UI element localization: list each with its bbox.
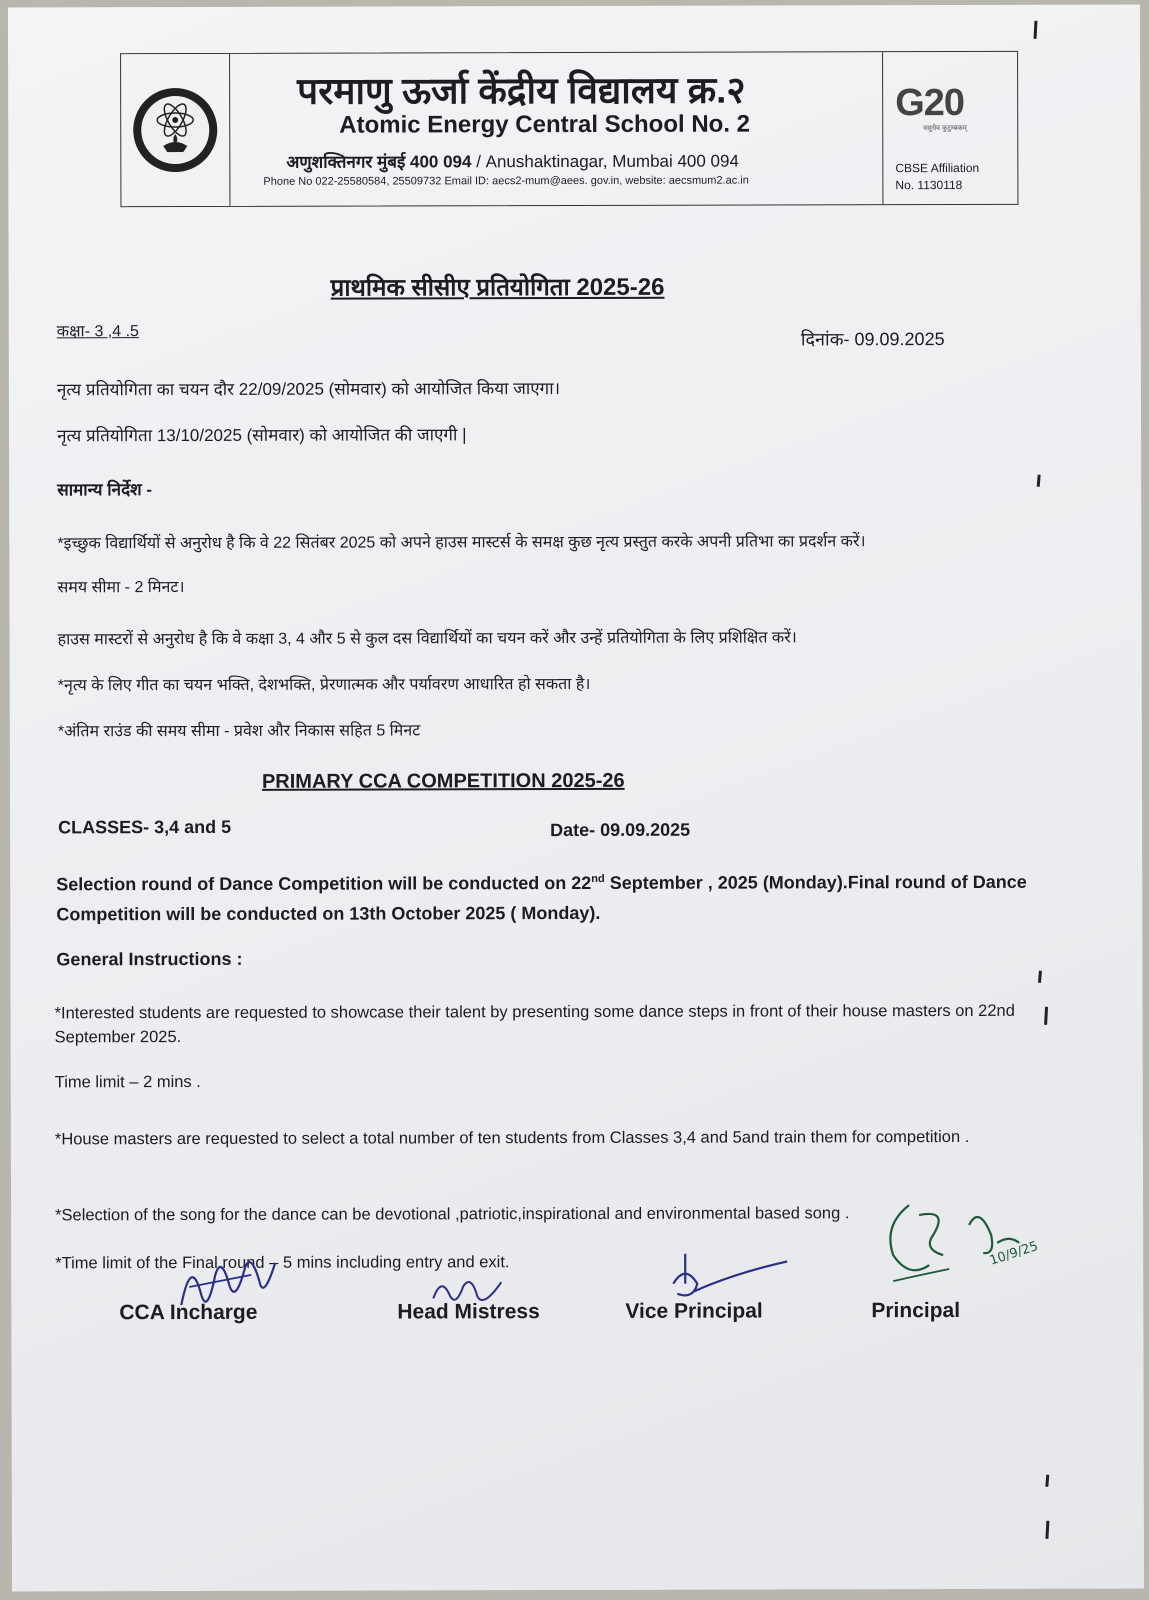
letterhead [120, 51, 1018, 207]
hindi-para-1: नृत्य प्रतियोगिता का चयन दौर 22/09/2025 (सोमवार) को आयोजित किया जाएगा। [56, 379, 561, 400]
english-instruction: *Time limit of the Final round – 5 mins including entry and exit. [55, 1253, 510, 1273]
hindi-instruction: *इच्छुक विद्यार्थियों से अनुरोध है कि वे 22 सितंबर 2025 को अपने हाउस मास्टर्स के समक्ष कुछ नृत्य प्रस्तुत करके अपनी प्रतिभा का प्रदर्शन करें। [57, 533, 866, 553]
hindi-date: दिनांक- 09.09.2025 [800, 329, 945, 350]
g20-logo: G20 [895, 81, 965, 125]
hindi-para-2: नृत्य प्रतियोगिता 13/10/2025 (सोमवार) को आयोजित की जाएगी | [57, 425, 467, 446]
sign-head-mistress: Head Mistress [397, 1300, 540, 1324]
hindi-instruction: *अंतिम राउंड की समय सीमा - प्रवेश और निकास सहित 5 मिनट [57, 722, 421, 741]
english-instruction: *Interested students are requested to showcase their talent by presenting some dance steps in front of their house masters on 22nd September 2025. [54, 1001, 1015, 1047]
principal-signature-date: 10/9/25 [987, 1238, 1041, 1269]
schedule-text-1: Selection round of Dance Competition will be conducted on 22 [56, 872, 592, 895]
english-general-instructions: General Instructions : [56, 948, 243, 970]
english-date: Date- 09.09.2025 [550, 819, 691, 841]
g20-cell [882, 52, 1017, 204]
schedule-superscript: nd [591, 872, 605, 885]
english-instruction: *House masters are requested to select a total number of ten students from Classes 3,4 and 5and train them for competition . [54, 1127, 970, 1149]
punch-mark-icon [1034, 969, 1046, 987]
school-emblem-icon [121, 54, 229, 206]
g20-tagline: वसुधैव कुटुम्बकम् [923, 124, 967, 133]
affiliation-label: CBSE Affiliation [895, 160, 980, 176]
principal-signature-icon [879, 1195, 1049, 1305]
affiliation-number: No. 1130118 [895, 177, 963, 193]
english-schedule-paragraph [56, 863, 1066, 930]
cbse-affiliation [895, 160, 1013, 194]
english-instruction: *Selection of the song for the dance can be devotional ,patriotic,inspirational and environmental based song . [55, 1204, 850, 1225]
hindi-instruction: समय सीमा - 2 मिनट। [57, 579, 185, 597]
english-time-limit: Time limit – 2 mins . [54, 1072, 201, 1092]
notice-sheet [8, 5, 1144, 1592]
logo-cell [121, 54, 230, 206]
punch-mark-icon [1041, 1005, 1053, 1029]
hindi-instruction: *नृत्य के लिए गीत का चयन भक्ति, देशभक्ति, प्रेरणात्मक और पर्यावरण आधारित हो सकता है। [57, 675, 591, 695]
english-classes: CLASSES- 3,4 and 5 [58, 816, 232, 838]
address-hindi: अणुशक्तिनगर मुंबई 400 094 [286, 152, 472, 172]
hindi-instruction: हाउस मास्टरों से अनुरोध है कि वे कक्षा 3, 4 और 5 से कुल दस विद्यार्थियों का चयन करें और उन्हें प्रतियोगिता के लिए प्रशिक्षित करें। [57, 629, 797, 649]
punch-mark-icon [1042, 1519, 1054, 1543]
punch-mark-icon [1030, 19, 1042, 43]
school-name-hindi: परमाणु ऊर्जा केंद्रीय विद्यालय क्र.२ [297, 69, 746, 112]
punch-mark-icon [1042, 1473, 1054, 1491]
school-contact: Phone No 022-25580584, 25509732 Email ID: aecs2-mum@aees. gov.in, website: aecsmum2.ac.in [263, 174, 749, 188]
school-address [286, 149, 739, 173]
hindi-general-instructions: सामान्य निर्देश - [57, 480, 153, 500]
punch-mark-icon [1033, 473, 1045, 491]
sign-cca-incharge: CCA Incharge [119, 1300, 258, 1325]
address-english: / Anushaktinagar, Mumbai 400 094 [471, 151, 739, 172]
sign-vice-principal: Vice Principal [625, 1299, 763, 1323]
english-title: PRIMARY CCA COMPETITION 2025-26 [261, 769, 625, 793]
sign-principal: Principal [871, 1298, 961, 1323]
hindi-classes: कक्षा- 3 ,4 .5 [56, 323, 139, 341]
school-name-english: Atomic Energy Central School No. 2 [339, 110, 751, 139]
schedule-text-2: September , 2025 (Monday).Final round of Dance Competition will be conducted on 13th October 2025 ( Monday). [56, 871, 1027, 925]
hindi-title: प्राथमिक सीसीए प्रतियोगिता 2025-26 [330, 273, 665, 302]
